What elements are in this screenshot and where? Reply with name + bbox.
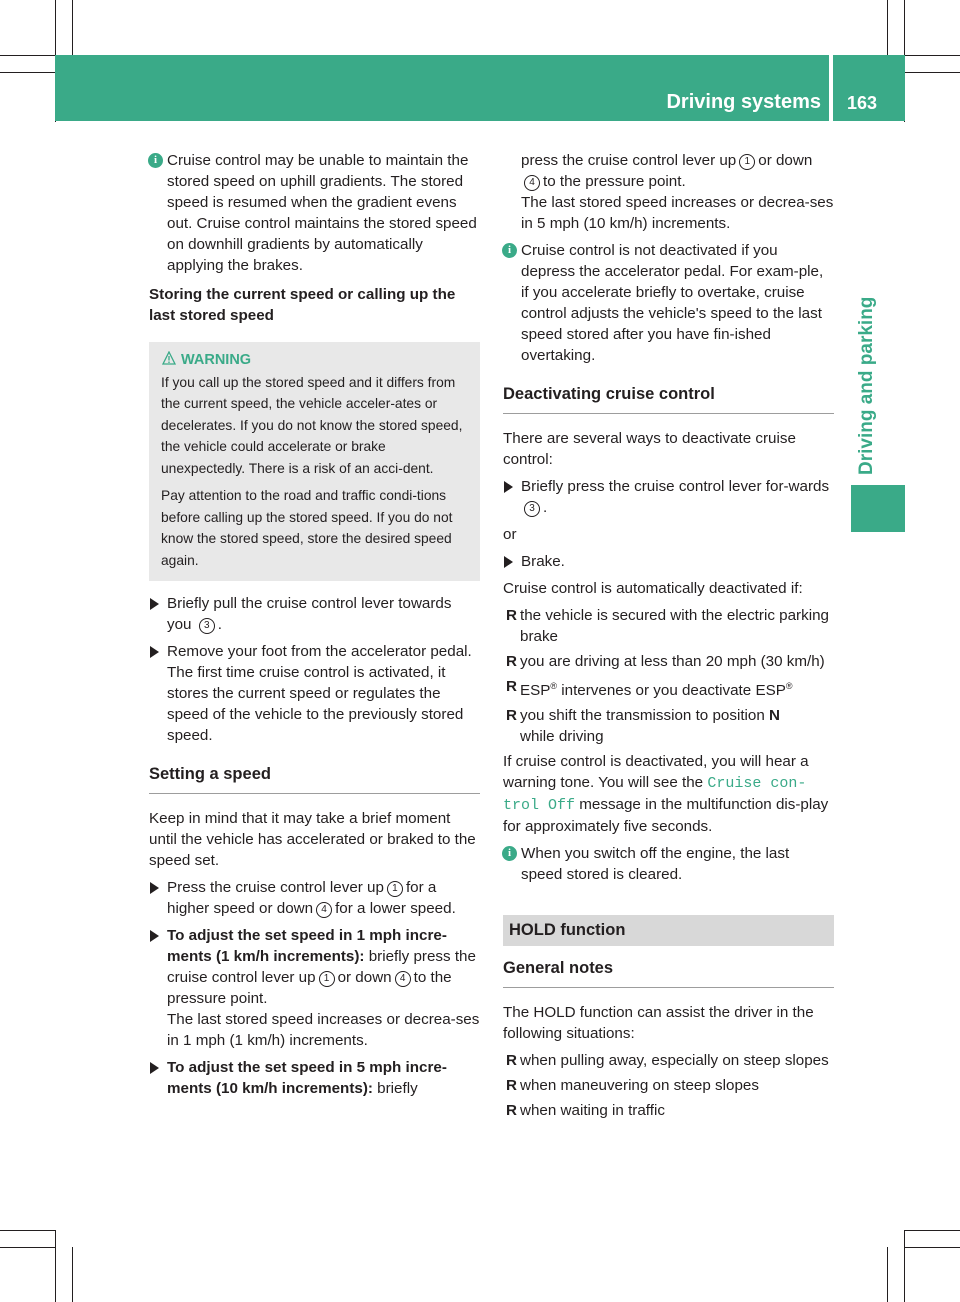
- step-text: or down: [758, 152, 813, 169]
- info-note-text: Cruise control may be unable to maintain the stored speed on uphill gradients. The stored speed is resumed when the gradient evens out. Cruise control maintains the stored speed on downhill gradients by automatically applying the brakes.: [167, 152, 477, 274]
- crop-mark: [55, 1230, 56, 1302]
- callout-number: 3: [524, 501, 540, 517]
- info-note-text: When you switch off the engine, the last speed stored is cleared.: [521, 845, 790, 884]
- arrow-right-icon: [150, 646, 159, 658]
- list-item: R you shift the transmission to position N while driving: [506, 707, 781, 746]
- side-tab: [851, 121, 905, 485]
- chapter-title: Driving systems: [666, 91, 821, 113]
- paragraph-text: message in the multifunction dis-play for approximately five seconds.: [503, 796, 829, 836]
- callout-number: 3: [199, 618, 215, 634]
- arrow-right-icon: [150, 1062, 159, 1074]
- list-item-text: ESP: [520, 682, 551, 700]
- step-text: Briefly pull the cruise control lever towards you: [167, 595, 452, 633]
- list-item-text: the vehicle is secured with the electric parking brake: [520, 607, 829, 645]
- step-text: press the cruise control lever up: [521, 152, 737, 169]
- callout-number: 4: [395, 971, 411, 987]
- crop-mark: [0, 1247, 56, 1248]
- list-item: R when maneuvering on steep slopes: [506, 1077, 759, 1095]
- list-item-text: when maneuvering on steep slopes: [520, 1077, 759, 1095]
- step-text: or down: [337, 969, 392, 986]
- step-item: [149, 1057, 480, 1099]
- list-item-text: when pulling away, especially on steep slopes: [520, 1052, 829, 1070]
- section-heading: Deactivating cruise control: [503, 384, 834, 414]
- warning-label: WARNING: [181, 352, 252, 368]
- section-heading: General notes: [503, 958, 834, 988]
- right-column: [503, 150, 834, 1125]
- arrow-right-icon: [150, 930, 159, 942]
- step-item: [503, 551, 834, 572]
- step-continuation: [503, 150, 834, 234]
- page-number: 163: [847, 93, 878, 113]
- crop-mark: [904, 1230, 960, 1231]
- crop-mark: [887, 0, 888, 56]
- gear-position: N: [769, 707, 781, 725]
- warning-text: Pay attention to the road and traffic condi-tions before calling up the stored speed. If you do not know the stored speed, store the desired speed again.: [161, 488, 453, 568]
- list-item-text: while driving: [520, 728, 604, 746]
- crop-mark: [72, 0, 73, 56]
- step-text: The first time cruise control is activated, it stores the current speed or regulates the speed of the vehicle to the previously stored speed.: [167, 664, 464, 744]
- warning-box: [149, 342, 480, 581]
- paragraph: Cruise control is automatically deactivated if:: [503, 580, 803, 597]
- registered-mark: ®: [550, 681, 558, 691]
- section-bar: [503, 915, 834, 946]
- callout-number: 1: [319, 971, 335, 987]
- crop-mark: [0, 55, 56, 56]
- paragraph: The HOLD function can assist the driver in the following situations:: [503, 1004, 814, 1043]
- paragraph: There are several ways to deactivate cruise control:: [503, 430, 796, 468]
- section-bar-title: HOLD function: [509, 921, 626, 940]
- arrow-right-icon: [504, 556, 513, 568]
- step-text: to the pressure point.: [543, 173, 686, 190]
- header-divider: [829, 55, 833, 121]
- step-text: The last stored speed increases or decrea-ses in 1 mph (1 km/h) increments.: [167, 1011, 480, 1049]
- left-column: [149, 150, 480, 1105]
- step-text: for a higher speed or down: [167, 879, 437, 917]
- crop-mark: [887, 1247, 888, 1302]
- list-item-text: intervenes or you deactivate ESP: [561, 682, 786, 700]
- arrow-right-icon: [150, 598, 159, 610]
- list-item: R when waiting in traffic: [506, 1102, 665, 1120]
- step-text: Briefly press the cruise control lever for-wards: [521, 478, 830, 495]
- info-note: [503, 843, 834, 885]
- paragraph-text: If cruise control is deactivated, you will hear a warning tone. You will see the: [503, 753, 809, 792]
- registered-mark: ®: [785, 681, 793, 691]
- info-note: [503, 240, 834, 366]
- callout-number: 1: [387, 881, 403, 897]
- step-item: [149, 877, 480, 919]
- display-message: Cruise con-trol Off: [503, 775, 807, 815]
- step-text: for a lower speed.: [335, 900, 456, 917]
- crop-mark: [904, 1247, 960, 1248]
- crop-mark: [904, 1230, 905, 1302]
- step-bold: To adjust the set speed in 1 mph incre-ments (1 km/h increments):: [167, 927, 447, 965]
- callout-number: 4: [316, 902, 332, 918]
- page-header: [55, 55, 905, 121]
- list-item: R you are driving at less than 20 mph (30 km/h): [506, 653, 825, 670]
- crop-mark: [0, 1230, 56, 1231]
- section-heading: Setting a speed: [149, 764, 480, 794]
- arrow-right-icon: [150, 882, 159, 894]
- step-item: Briefly pull the cruise control lever towards you 3 .: [149, 593, 480, 635]
- list-item: R when pulling away, especially on steep slopes: [506, 1052, 829, 1070]
- step-item: Briefly press the cruise control lever for-wards 3 .: [503, 476, 834, 518]
- step-text: to the pressure point.: [167, 969, 452, 1007]
- subheading: Storing the current speed or calling up the last stored speed: [149, 286, 456, 324]
- step-text: briefly press the cruise control lever up: [167, 948, 476, 986]
- step-bold: To adjust the set speed in 5 mph incre-ments (10 km/h increments):: [167, 1059, 447, 1097]
- arrow-right-icon: [504, 481, 513, 493]
- crop-mark: [0, 72, 56, 73]
- list-item-text: when waiting in traffic: [520, 1102, 665, 1120]
- step-text: The last stored speed increases or decrea-ses in 5 mph (10 km/h) increments.: [521, 194, 834, 232]
- list-item: R the vehicle is secured with the electric parking brake: [506, 607, 829, 645]
- info-note-text: Cruise control is not deactivated if you depress the accelerator pedal. For exam-ple, if you accelerate briefly to overtake, cruise control adjusts the vehicle's speed to the last speed stored after you have fin-ished overtaking.: [521, 242, 824, 364]
- step-item: [149, 641, 480, 746]
- callout-number: 1: [739, 154, 755, 170]
- side-tab-label: Driving and parking: [856, 296, 877, 475]
- side-tab-marker: [851, 485, 905, 532]
- crop-mark: [72, 1247, 73, 1302]
- info-icon: i: [148, 153, 163, 168]
- step-text: Brake.: [521, 553, 565, 570]
- info-icon: i: [502, 243, 517, 258]
- step-text: briefly: [377, 1080, 418, 1097]
- paragraph: [503, 751, 834, 837]
- info-icon: i: [502, 846, 517, 861]
- warning-text: If you call up the stored speed and it differs from the current speed, the vehicle acceler-ates or decelerates. If you do not know the stored speed, the vehicle could accelerate or brake unexpectedly. There is a risk of an acci-dent.: [161, 374, 463, 476]
- paragraph: Keep in mind that it may take a brief moment until the vehicle has accelerated or braked to the speed set.: [149, 810, 476, 869]
- warning-title: [181, 350, 470, 372]
- list-item-text: you shift the transmission to position: [520, 707, 765, 725]
- step-item: [149, 925, 480, 1051]
- warning-triangle-icon: [162, 351, 176, 365]
- step-text: Remove your foot from the accelerator pedal.: [167, 643, 472, 660]
- list-item: R ESP® intervenes or you deactivate ESP®: [506, 678, 793, 700]
- crop-mark: [904, 72, 960, 73]
- crop-mark: [904, 55, 960, 56]
- or-text: or: [503, 526, 517, 543]
- info-note: [149, 150, 480, 276]
- callout-number: 4: [524, 175, 540, 191]
- list-item-text: you are driving at less than 20 mph (30 km/h): [520, 653, 825, 670]
- step-text: Press the cruise control lever up: [167, 879, 384, 896]
